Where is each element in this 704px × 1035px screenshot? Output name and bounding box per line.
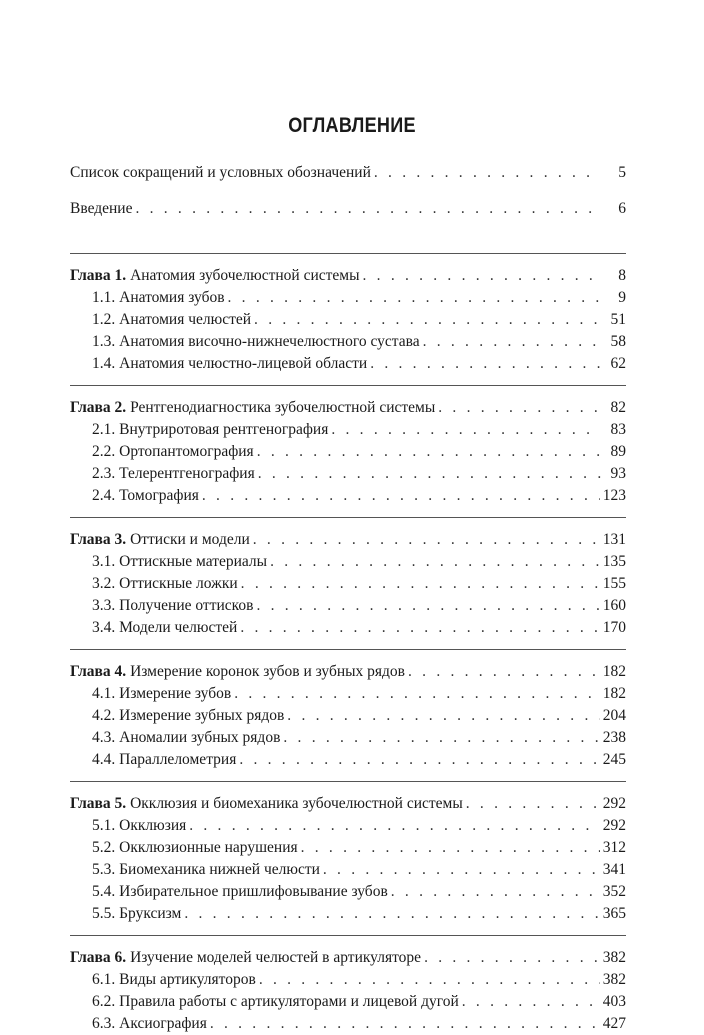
dot-leader [256,595,599,617]
toc-section-5-1 [70,815,626,837]
dot-leader [135,198,601,220]
dot-leader [239,749,599,771]
chapter-title: Анатомия зубочелюстной системы [130,267,360,284]
toc-section-4-1 [70,683,626,705]
toc-chapter-3 [70,529,626,551]
chapter-page: 382 [602,949,626,966]
chapter-heading [70,529,250,551]
toc-chapter-4 [70,661,626,683]
chapter-divider [70,385,626,386]
toc-section-3-1 [70,551,626,573]
dot-leader [287,705,599,727]
dot-leader [438,397,601,419]
dot-leader [466,793,600,815]
dot-leader [253,529,600,551]
dot-leader [258,463,601,485]
toc-section-3-2 [70,573,626,595]
table-of-contents [70,162,626,1035]
dot-leader [270,551,600,573]
dot-leader [424,947,600,969]
dot-leader [363,265,601,287]
dot-leader [301,837,600,859]
toc-section-5-2 [70,837,626,859]
dot-leader [408,661,600,683]
section-label: 5.2. Окклюзионные нарушения [92,839,298,856]
dot-leader [331,419,601,441]
chapter-prefix: Глава 4. [70,663,127,680]
toc-entry-abbreviations [70,162,626,184]
chapter-prefix: Глава 3. [70,531,127,548]
dot-leader [257,441,601,463]
section-page: 312 [602,839,626,856]
chapter-prefix: Глава 2. [70,399,127,416]
section-label: 1.1. Анатомия зубов [92,289,225,306]
chapter-divider [70,517,626,518]
chapter-heading [70,397,435,419]
dot-leader [228,287,601,309]
section-page: 427 [602,1015,626,1032]
dot-leader [234,683,600,705]
section-page: 155 [602,575,626,592]
toc-entry-label: Введение [70,200,133,217]
toc-section-4-4 [70,749,626,771]
section-page: 123 [602,487,626,504]
dot-leader [202,485,600,507]
section-label: 1.4. Анатомия челюстно-лицевой области [92,355,368,372]
toc-chapter-1 [70,265,626,287]
section-page: 352 [602,883,626,900]
toc-section-6-3 [70,1013,626,1035]
section-page: 245 [602,751,626,768]
toc-chapter-5 [70,793,626,815]
toc-section-1-2 [70,309,626,331]
section-label: 5.3. Биомеханика нижней челюсти [92,861,320,878]
toc-section-1-1 [70,287,626,309]
dot-leader [184,903,599,925]
section-label: 4.2. Измерение зубных рядов [92,707,285,724]
section-page: 170 [602,619,626,636]
section-label: 3.4. Модели челюстей [92,619,238,636]
dot-leader [210,1013,600,1035]
chapter-title: Рентгенодиагностика зубочелюстной системы [130,399,436,416]
chapter-title: Изучение моделей челюстей в артикуляторе [130,949,422,966]
dot-leader [283,727,599,749]
toc-section-3-3 [70,595,626,617]
section-label: 5.5. Бруксизм [92,905,182,922]
chapter-page: 182 [602,663,626,680]
toc-section-4-2 [70,705,626,727]
toc-section-4-3 [70,727,626,749]
section-page: 83 [610,421,626,438]
section-label: 2.1. Внутриротовая рентгенография [92,421,329,438]
chapter-heading [70,661,405,683]
section-label: 2.2. Ортопантомография [92,443,254,460]
dot-leader [259,969,600,991]
section-page: 160 [602,597,626,614]
section-label: 6.1. Виды артикуляторов [92,971,256,988]
toc-section-1-3 [70,331,626,353]
chapter-page: 8 [618,267,626,284]
section-label: 3.3. Получение оттисков [92,597,254,614]
toc-entry-label: Список сокращений и условных обозначений [70,164,371,181]
section-label: 5.4. Избирательное пришлифовывание зубов [92,883,388,900]
toc-chapter-6 [70,947,626,969]
dot-leader [323,859,600,881]
section-page: 382 [602,971,626,988]
toc-section-6-2 [70,991,626,1013]
dot-leader [240,617,599,639]
chapter-prefix: Глава 5. [70,795,127,812]
section-label: 3.1. Оттискные материалы [92,553,268,570]
toc-section-3-4 [70,617,626,639]
section-label: 4.4. Параллелометрия [92,751,237,768]
chapter-page: 292 [602,795,626,812]
toc-section-2-1 [70,419,626,441]
toc-section-5-4 [70,881,626,903]
section-page: 58 [610,333,626,350]
section-label: 3.2. Оттискные ложки [92,575,238,592]
dot-leader [423,331,601,353]
toc-chapter-2 [70,397,626,419]
chapter-divider [70,253,626,254]
chapter-heading [70,265,360,287]
section-page: 62 [610,355,626,372]
toc-title: ОГЛАВЛЕНИЕ [288,114,416,137]
dot-leader [241,573,600,595]
toc-section-2-3 [70,463,626,485]
section-page: 51 [610,311,626,328]
section-label: 4.1. Измерение зубов [92,685,232,702]
dot-leader [391,881,600,903]
chapter-divider [70,649,626,650]
section-label: 6.2. Правила работы с артикуляторами и лицевой дугой [92,993,459,1010]
toc-section-2-4 [70,485,626,507]
chapter-page: 131 [602,531,626,548]
chapter-divider [70,781,626,782]
dot-leader [189,815,600,837]
chapter-list [70,253,626,1035]
chapter-page: 82 [610,399,626,416]
section-label: 4.3. Аномалии зубных рядов [92,729,281,746]
chapter-prefix: Глава 6. [70,949,127,966]
section-label: 1.3. Анатомия височно-нижнечелюстного сустава [92,333,420,350]
chapter-divider [70,935,626,936]
section-page: 292 [602,817,626,834]
section-page: 182 [602,685,626,702]
section-page: 9 [618,289,626,306]
toc-section-1-4 [70,353,626,375]
section-page: 89 [610,443,626,460]
toc-section-2-2 [70,441,626,463]
dot-leader [462,991,600,1013]
section-label: 1.2. Анатомия челюстей [92,311,252,328]
toc-entry-page: 6 [618,200,626,217]
section-label: 2.3. Телерентгенография [92,465,255,482]
toc-entry-introduction [70,198,626,220]
section-label: 6.3. Аксиография [92,1015,207,1032]
section-label: 5.1. Окклюзия [92,817,187,834]
toc-section-6-1 [70,969,626,991]
section-page: 135 [602,553,626,570]
section-page: 93 [610,465,626,482]
toc-entry-page: 5 [618,164,626,181]
section-page: 341 [602,861,626,878]
dot-leader [374,162,601,184]
section-page: 365 [602,905,626,922]
toc-section-5-5 [70,903,626,925]
toc-section-5-3 [70,859,626,881]
section-page: 238 [602,729,626,746]
chapter-title: Измерение коронок зубов и зубных рядов [130,663,406,680]
section-page: 204 [602,707,626,724]
section-label: 2.4. Томография [92,487,199,504]
section-page: 403 [602,993,626,1010]
dot-leader [254,309,601,331]
chapter-heading [70,947,421,969]
chapter-prefix: Глава 1. [70,267,127,284]
dot-leader [370,353,601,375]
chapter-title: Оттиски и модели [130,531,250,548]
chapter-heading [70,793,463,815]
chapter-title: Окклюзия и биомеханика зубочелюстной системы [130,795,463,812]
